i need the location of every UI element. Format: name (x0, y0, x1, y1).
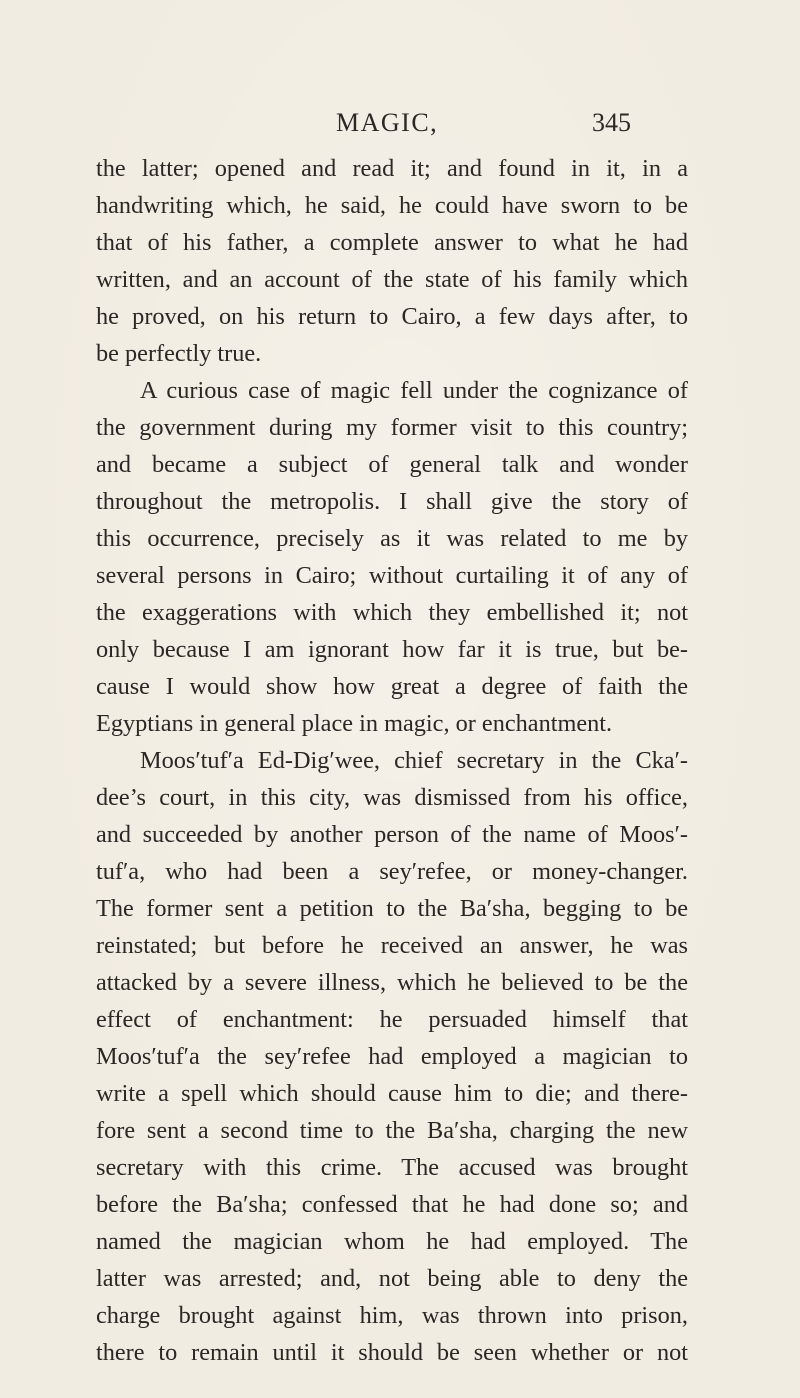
text-line: only because I am ignorant how far it is true, but be- (96, 636, 688, 663)
text-line: write a spell which should cause him to die; and there- (96, 1080, 688, 1107)
text-line: named the magician whom he had employed. The (96, 1228, 688, 1255)
text-line: effect of enchantment: he persuaded himself that (96, 1006, 688, 1033)
text-line: Moos′tuf′a the sey′refee had employed a magician to (96, 1043, 688, 1070)
running-title: MAGIC, (336, 108, 439, 137)
text-line: written, and an account of the state of his family which (96, 266, 688, 293)
text-line: he proved, on his return to Cairo, a few days after, to (96, 303, 688, 330)
text-line: fore sent a second time to the Ba′sha, charging the new (96, 1117, 688, 1144)
text-line: and became a subject of general talk and wonder (96, 451, 688, 478)
text-line: attacked by a severe illness, which he believed to be the (96, 969, 688, 996)
text-line: The former sent a petition to the Ba′sha, begging to be (96, 895, 688, 922)
text-line: tuf′a, who had been a sey′refee, or money-changer. (96, 858, 688, 885)
text-line: several persons in Cairo; without curtailing it of any of (96, 562, 688, 589)
text-line: that of his father, a complete answer to what he had (96, 229, 688, 256)
text-line: before the Ba′sha; confessed that he had done so; and (96, 1191, 688, 1218)
text-line: there to remain until it should be seen whether or not (96, 1339, 688, 1366)
text-line: this occurrence, precisely as it was related to me by (96, 525, 688, 552)
paragraph-start-line: A curious case of magic fell under the cognizance of (140, 377, 688, 404)
text-line: Egyptians in general place in magic, or enchantment. (96, 710, 613, 737)
text-line: secretary with this crime. The accused was brought (96, 1154, 688, 1181)
text-line: throughout the metropolis. I shall give the story of (96, 488, 688, 515)
running-head (0, 108, 800, 148)
text-line: the exaggerations with which they embellished it; not (96, 599, 688, 626)
text-line: dee’s court, in this city, was dismissed from his office, (96, 784, 688, 811)
body-text (96, 150, 688, 1371)
text-line: cause I would show how great a degree of faith the (96, 673, 688, 700)
text-line: and succeeded by another person of the name of Moos′- (96, 821, 688, 848)
text-line: handwriting which, he said, he could have sworn to be (96, 192, 688, 219)
paragraph-start-line: Moos′tuf′a Ed-Dig′wee, chief secretary in the Cka′- (140, 747, 688, 774)
text-line: charge brought against him, was thrown into prison, (96, 1302, 688, 1329)
text-line: the latter; opened and read it; and found in it, in a (96, 155, 688, 182)
text-line: be perfectly true. (96, 340, 262, 367)
text-line: reinstated; but before he received an answer, he was (96, 932, 688, 959)
text-line: the government during my former visit to this country; (96, 414, 688, 441)
text-line: latter was arrested; and, not being able to deny the (96, 1265, 688, 1292)
page-number: 345 (592, 108, 631, 137)
